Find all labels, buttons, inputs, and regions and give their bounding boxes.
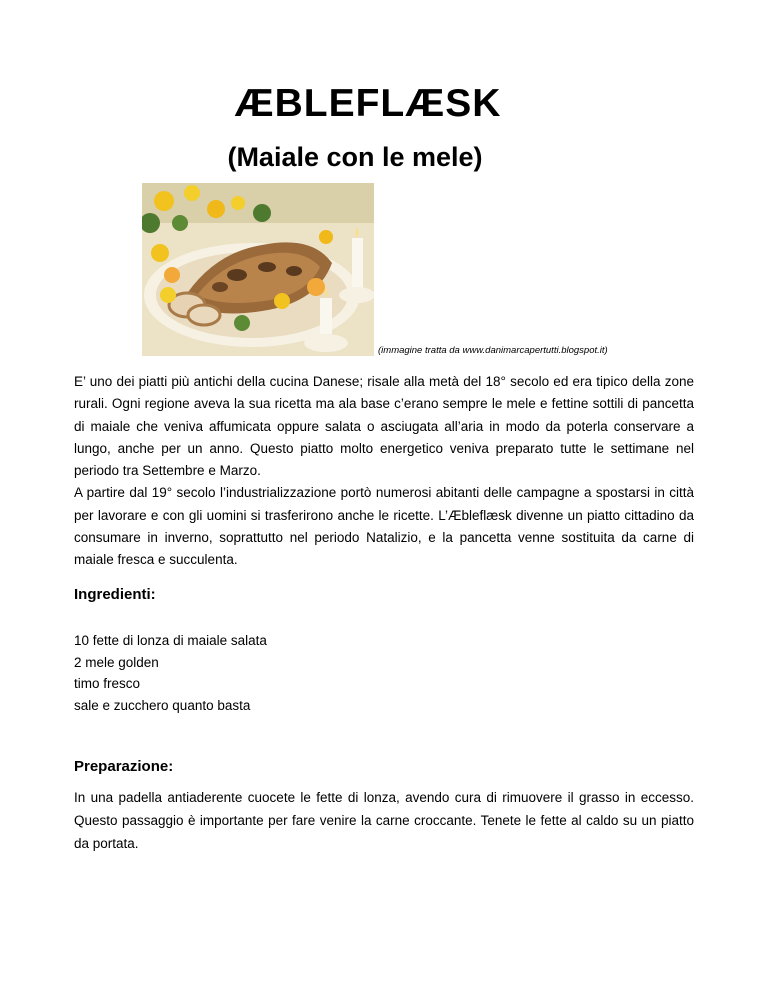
- recipe-subtitle: (Maiale con le mele): [227, 142, 483, 172]
- ingredient-item: 10 fette di lonza di maiale salata: [74, 633, 267, 648]
- recipe-title: ÆBLEFLÆSK: [234, 82, 502, 125]
- intro-paragraph: E’ uno dei piatti più antichi della cucina Danese; risale alla metà del 18° secolo ed era tipico della zone rurali. Ogni regione aveva la sua ricetta ma ala base c’erano sempre le mele e fettine sottili di pancetta di maiale che veniva affumicata oppure salata o asciugata all’aria in modo da poterla conservare a lungo, anche per un anno. Questo piatto molto energetico veniva preparato tutte le settimane nel periodo tra Settembre e Marzo.: [74, 374, 694, 479]
- ingredient-item: timo fresco: [74, 676, 141, 692]
- image-caption: (immagine tratta da www.danimarcapertutti.blogspot.it): [378, 345, 608, 356]
- dish-photo: [142, 183, 374, 356]
- preparation-text: In una padella antiaderente cuocete le fette di lonza, avendo cura di rimuovere il grasso in eccesso. Questo passaggio è importante per fare venire la carne croccante. Tenete le fette al caldo su un piatto da portata.: [74, 790, 694, 851]
- ingredient-item: 2 mele golden: [74, 654, 159, 670]
- dish-illustration: [142, 183, 374, 356]
- ingredient-item: sale e zucchero quanto basta: [74, 698, 251, 714]
- preparation-heading: Preparazione:: [74, 758, 174, 775]
- ingredients-heading: Ingredienti:: [74, 586, 156, 603]
- ingredients-list: [74, 630, 267, 717]
- intro-paragraph: A partire dal 19° secolo l’industrializzazione portò numerosi abitanti delle campagne a spostarsi in città per lavorare e con gli uomini si trasferirono anche le ricette. L’Æbleflæsk divenne un piatto cittadino da consumare in inverno, soprattutto nel periodo Natalizio, e la pancetta venne sostituita da carne di maiale fresca e succulenta.: [74, 485, 694, 568]
- intro-text: [74, 371, 694, 572]
